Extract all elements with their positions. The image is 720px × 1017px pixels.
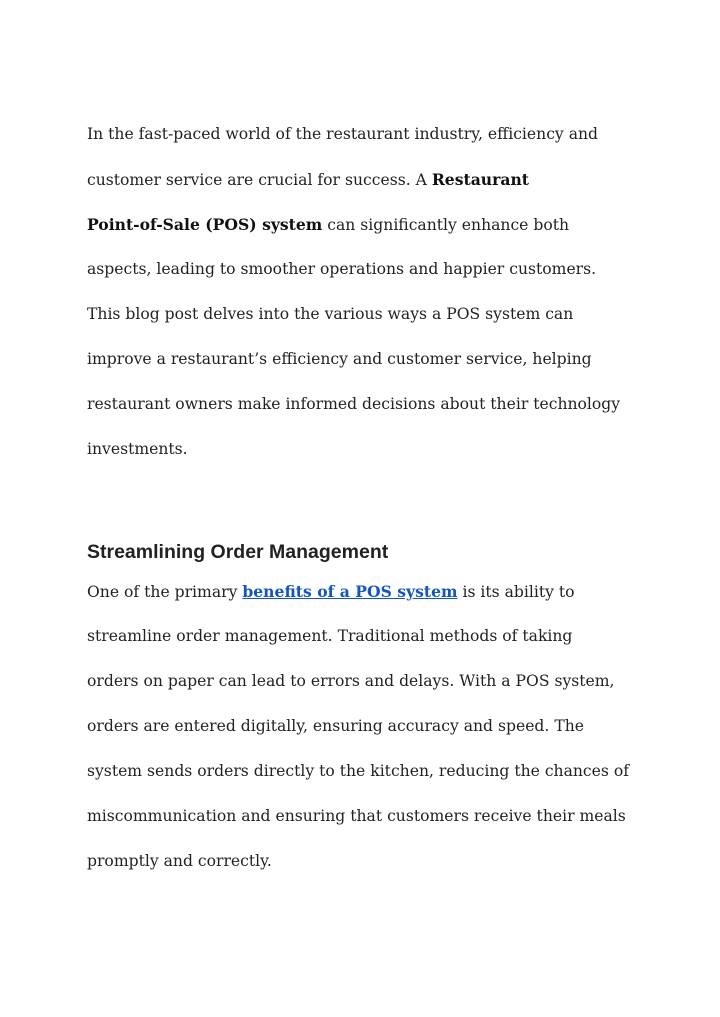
section-line-1-post: is its ability to — [457, 583, 575, 601]
benefits-link[interactable]: benefits of a POS system — [242, 582, 458, 601]
intro-line-4: aspects, leading to smoother operations and happier customers. — [87, 260, 597, 278]
intro-line-1: In the fast-paced world of the restaurant industry, efficiency and — [87, 125, 599, 143]
intro-line-7: restaurant owners make informed decisions about their technology — [87, 395, 621, 413]
section-line-7: promptly and correctly. — [87, 852, 272, 870]
section-line-1-pre: One of the primary — [87, 583, 243, 601]
section-paragraph — [87, 569, 629, 884]
intro-line-3-text: can significantly enhance both — [322, 216, 570, 234]
section-line-3: orders on paper can lead to errors and delays. With a POS system, — [87, 672, 615, 690]
section-line-2: streamline order management. Traditional methods of taking — [87, 627, 573, 645]
intro-line-2 — [87, 157, 620, 202]
section-line-4: orders are entered digitally, ensuring accuracy and speed. The — [87, 717, 585, 735]
section-line-5: system sends orders directly to the kitchen, reducing the chances of — [87, 762, 630, 780]
intro-line-6: improve a restaurant’s efficiency and customer service, helping — [87, 350, 592, 368]
section-heading: Streamlining Order Management — [87, 541, 389, 563]
section-line-6: miscommunication and ensuring that customers receive their meals — [87, 807, 626, 825]
intro-line-5: This blog post delves into the various ways a POS system can — [87, 305, 574, 323]
intro-paragraph — [87, 112, 620, 472]
section-line-1 — [87, 569, 629, 614]
restaurant-bold-text: Restaurant — [431, 170, 530, 189]
intro-line-8: investments. — [87, 440, 188, 458]
intro-line-3 — [87, 202, 620, 247]
pos-system-bold-text: Point-of-Sale (POS) system — [87, 215, 323, 234]
intro-line-2-text: customer service are crucial for success. A — [87, 171, 432, 189]
